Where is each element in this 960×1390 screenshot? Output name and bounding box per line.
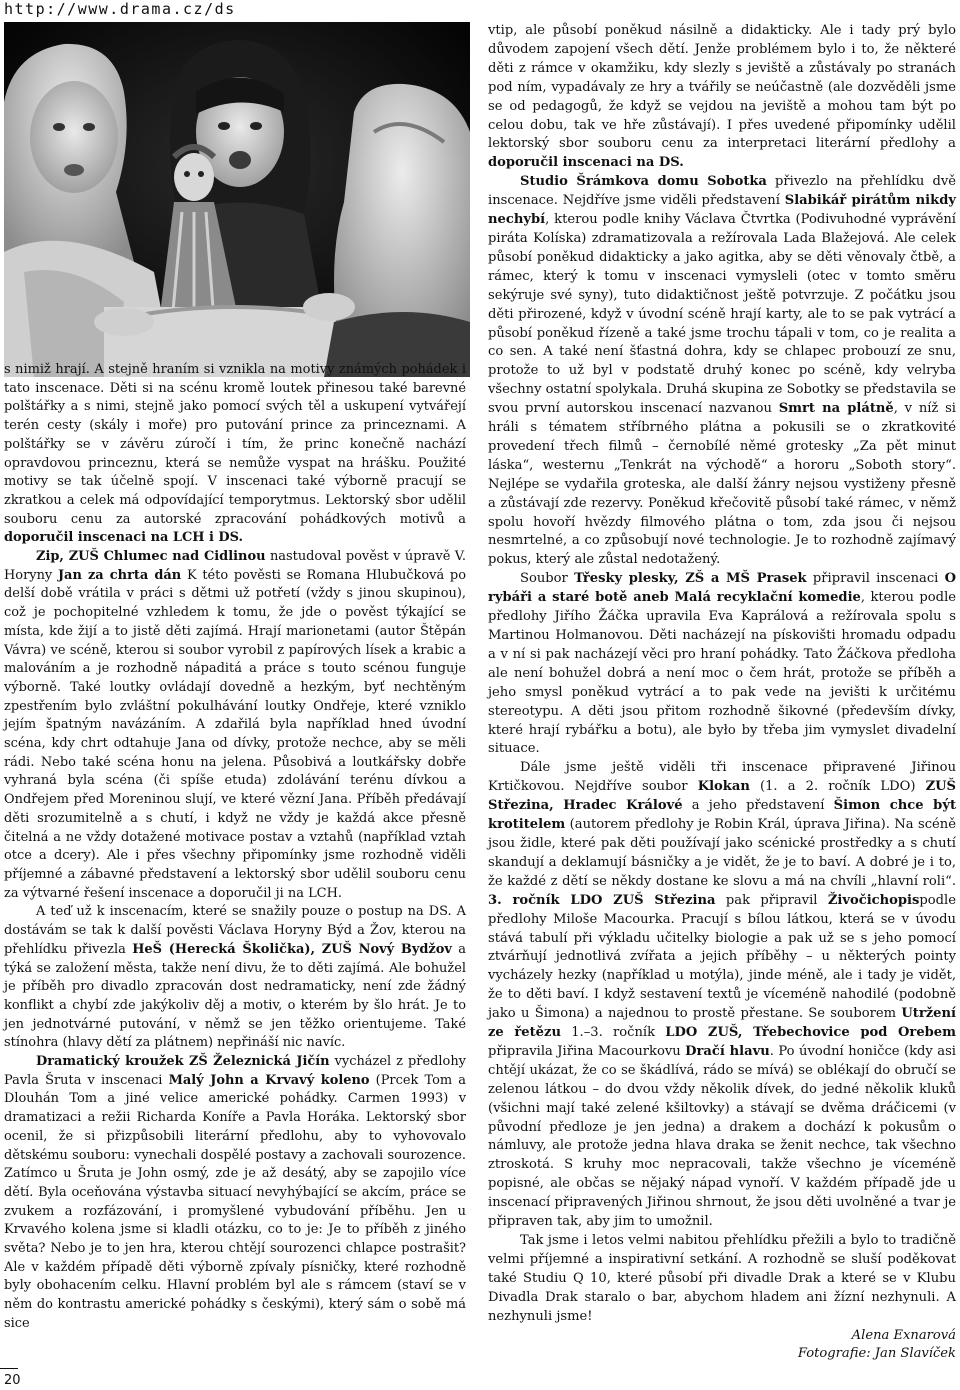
right-paragraph-2: Studio Šrámkova domu Sobotka přivezlo na přehlídku dvě inscenace. Nejdříve jsme viděli představení Slabikář pirátům nikdy nechybí, kterou podle knihy Václava Čtvrtka (Podivuhodné vyprávění piráta Kolíska) zdramatizovala a režírovala Lada Blažejová. Ale celek působí poněkud didakticky a jako agitka, aby se děti věnovaly čtbě, a rámec, který k tomu v inscenaci vymysleli (otec v tomto směru sekýruje své syny), tuto didaktičnost ještě potvrzuje. Z počátku jsou děti přirozené, když v úvodní scéně hrají karty, ale to se pak vytrácí a působí poněkud řízeně a také jsme trochu tápali v tom, co je realita a co sen. A také není šťastná dohra, kdy se chlapec probouzí ze snu, protože to už byl v podstatě druhý konec po scéně, kdy velryba všechny ostatní spolykala. Druhá skupina ze Sobotky se představila se svou první autorskou inscenací nazvanou Smrt na plátně, v níž si hráli s tématem stříbrného plátna a pokusili se o zkratkovité provedení třech filmů – černobílé němé grotesky „Za pět minut láska“, westernu „Tenkrát na východě“ a hororu „Soboth story“. Nejlépe se vydařila groteska, ale další žánry nejsou vystiženy přesně a zůstávají zde rezervy. Poněkud křečovitě působí také rámec, v němž spolu hovoří hvězdy filmového plátna o tom, zda jsou či nejsou nesmrtelné, a co způsobují nové technologie. Je to rozhodně zajímavý pokus, který ale zůstal nedotažený. (488, 174, 956, 568)
photo (4, 22, 470, 377)
left-paragraph-3: A teď už k inscenacím, které se snažily pouze o postup na DS. A dostávám se tak k další pověsti Václava Horyny Býd a Žov, kterou na přehlídku přivezla HeŠ (Herecká Školička), ZUŠ Nový Bydžov a týká se založení města, takže není divu, že to děti zajímá. Ale bohužel je příběh pro divadlo zpracován dost nedramaticky, není zde žádný konflikt a chybí zde jakýkoliv děj a motiv, o kterém by šlo hrát. Je to jen jednotvárné putování, v němž se jen těžko orientujeme. Také stínohra (hlavy dětí za plátnem) nepřináší nic navíc. (4, 904, 467, 1051)
right-paragraph-5: Tak jsme i letos velmi nabitou přehlídku přežili a bylo to tradičně velmi příjemné a inspirativní setkání. A rozhodně se sluší poděkovat také Studiu Q 10, které působí při divadle Drak a které se v Klubu Divadla Drak staralo o bar, abychom hladem ani žízní nezhynuli. A nezhynuli jsme! (488, 1233, 956, 1324)
left-paragraph-2: Zip, ZUŠ Chlumec nad Cidlinou nastudoval pověst v úpravě V. Horyny Jan za chrta dán K této pověsti se Romana Hlubučková po delší době vrátila v práci s dětmi už potřetí (vždy s jinou skupinou), což je pochopitelné vzhledem k tomu, že jde o pověst týkající se místa, kde žijí a to jistě děti zajímá. Hrají marionetami (autor Štěpán Vávra) ve scéně, kterou si soubor vyrobil z papírových lísek a krabic a malováním a je rozhodně nápaditá a práce s touto scénou funguje výborně. Také loutky ovládají dovedně a hezkým, byť nechtěným zpestřením bylo zvláštní pokulhávání loutky Ondřeje, které vzniklo jejím špatným navázáním. A zdařilá byla například hned úvodní scéna, kdy chrt odtahuje Jana od dívky, protože nechce, aby se měli rádi. Nebo také scéna honu na jelena. Působivá a loutkářsky dobře vyhraná byla scéna (či spíše etuda) zdolávání terénu dívkou a Ondřejem před Moreninou slují, ve které vězní Jana. Příběh předávají děti srozumitelně a s chutí, i když ne vždy je každá akce přesně čitelná a ne vždy dotažené motivace postav a vztahů (například vztah otce a dcery). Ale i přes všechny připomínky jsme rozhodně viděli příjemné a zábavné představení a lektorský sbor udělil souboru cenu za výtvarné řešení inscenace a doporučil ji na LCH. (4, 549, 466, 901)
left-paragraph-1: s nimiž hrají. A stejně hraním si vznikla na motivy známých pohádek i tato inscenace. Děti si na scénu kromě loutek přinesou také barevné polštářky a s nimi, stejně jako pomocí svých těl a uskupení vytvářejí terén cesty (skály i moře) pro putování prince za princeznami. A polštářky se v závěru zúročí i tím, že princ konečně nachází opravdovou princeznu, která se nemůže vyspat na hrášku. Použité motivy se tak účelně spojí. V inscenaci také výborně pracují se zkratkou a celek má odpovídající temporytmus. Lektorský sbor udělil souboru cenu za autorské zpracování pohádkových motivů a doporučil inscenaci na LCH i DS. (4, 362, 466, 546)
right-column (488, 22, 956, 1364)
right-paragraph-3: Soubor Třesky plesky, ZŠ a MŠ Prasek připravil inscenaci O rybáři a staré botě aneb Malá recyklační komedie, kterou podle předlohy Jiřího Žáčka upravila Eva Kaprálová a režírovala spolu s Martinou Holmanovou. Děti nacházejí na pískovišti hromadu odpadu a v ní si pak nacházejí věci pro hraní pohádky. Tato Žáčkova předloha ale není bohužel dobrá a není moc o čem hrát, protože se příběh a jeho smysl poněkud vytrácí a to pak vede na jevišti k určitému stereotypu. A děti jsou přitom rozhodně šikovné (především dívky, které hrají rybářku a botu), ale było by třeba jim vymyslet divadelní situace. (488, 571, 956, 757)
photo-credit: Fotografie: Jan Slavíček (797, 1346, 956, 1362)
page-number-rule (0, 1368, 18, 1369)
page-number: 20 (4, 1373, 21, 1388)
author-signature: Alena Exnarová (851, 1327, 956, 1343)
left-column (4, 361, 466, 1334)
left-paragraph-4: Dramatický kroužek ZŠ Železnická Jičín vycházel z předlohy Pavla Šruta v inscenaci Malý John a Krvavý koleno (Prcek Tom a Dlouhán Tom a jiné velice americké pohádky. Carmen 1993) v dramatizaci a režii Richarda Koníře a Pavla Horáka. Lektorský sbor ocenil, že si přizpůsobili literární předlohu, aby to vyhovovalo dětskému souboru: vynechali dospělé postavy a zachovali sourozence. Zatímco u Šruta je John osmý, zde je až desátý, aby se zapojilo více dětí. Byla oceňována výstavba situací nevyhýbající se akcím, práce se zvukem a rozfázování, i promyšlené vybudování příběhu. Jen u Krvavého kolena jsme si kladli otázku, co to je: Je to příběh z jiného světa? Nebo je to jen hra, kterou chtějí sourozenci chlapce postrašit? Ale v každém případě děti výborně zpívaly písničky, které rozhodně byly obohacením celku. Hlavní problém byl ale s rámcem (staví se v něm do kontrastu americké pohádky s českými), který sám o sobě má sice (4, 1054, 466, 1331)
header-url: http://www.drama.cz/ds (4, 0, 236, 18)
right-paragraph-1: vtip, ale působí poněkud násilně a didakticky. Ale i tady prý bylo důvodem zapojení všech dětí. Jenže problémem bylo i to, že některé děti z rámce v okamžiku, kdy slezly s jeviště a zůstávaly po stranách pod ním, vypadávaly ze hry a tvářily se neúčastně (ale dozvěděli jsme se od pedagogů, že když se vejdou na jeviště a mohou tam být po celou dobu, tak ve hře zůstávají). I přes uvedené připomínky udělil lektorský sbor souboru cenu za interpretaci literární předlohy a doporučil inscenaci na DS. (488, 23, 956, 171)
right-paragraph-4: Dále jsme ještě viděli tři inscenace připravené Jiřinou Krtičkovou. Nejdříve soubor Klokan (1. a 2. ročník LDO) ZUŠ Střezina, Hradec Králové a jeho představení Šimon chce být krotitelem (autorem předlohy je Robin Král, úprava Jiřina). Na scéně jsou židle, které pak děti používají jako scénické prostředky a s chutí skandují a deklamují básničky a je vidět, že je to baví. A dobré je i to, že každé z dětí se někdy dostane ke slovu a má na chvíli „hlavní roli“. 3. ročník LDO ZUŠ Střezina pak připravil Živočichopispodle předlohy Miloše Macourka. Pracují s bílou látkou, která se v úvodu stává tabulí při výkladu učitelky biologie a pak už se s jeho pomocí ztvárňují jednotlivá zvířata a jejich příběhy – u některých pointy vycházely hezky (například u motýla), jinde méně, ale i tady je vidět, že to děti baví. I když sestavení textů je víceméně nahodilé (podobně jako u Šimona) a najednou to prostě přestane. Se souborem Utržení ze řetězu 1.–3. ročník LDO ZUŠ, Třebechovice pod Orebem připravila Jiřina Macourkovu Dračí hlavu. Po úvodní honičce (kdy asi chtějí ukázat, že co se škádlívá, rádo se mívá) se oblékají do obručí se zelenou látkou – do dvou vždy několik dívek, do jedné několik kluků (všichni mají také zelené kšiltovky) a stávají se dvěma dráčicemi (v původní předloze je jen jedna) a drakem a dochází k pokusům o námluvy, ale protože jedna hlava draka se ženit nechce, tak všechno ztroskotá. S kruhy moc nepracovali, takže všechno je víceméně popisné, ale občas se nějaký nápad vynoří. V každém případě jde u inscenací připravených Jiřinou shrnout, že jsou děti uvolněné a tvar je připraven tak, aby jim to umožnil. (488, 760, 956, 1230)
